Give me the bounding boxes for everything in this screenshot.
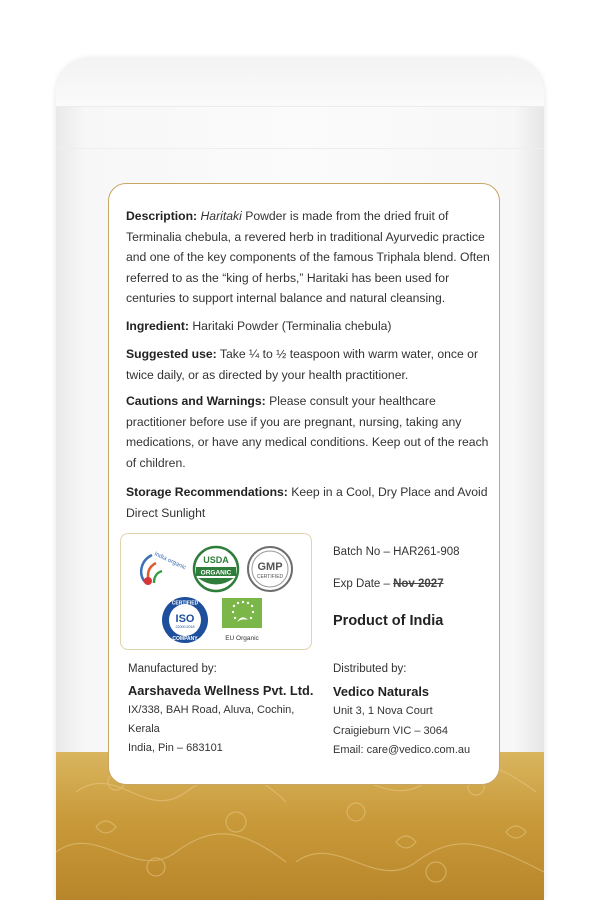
distributor-email: Email: care@vedico.com.au	[333, 744, 471, 756]
iso-mid-text: ISO	[175, 613, 195, 625]
india-organic-text: India organic	[153, 551, 187, 572]
zip-line	[56, 148, 544, 149]
usda-top-text: USDA	[203, 555, 229, 565]
top-seal	[56, 58, 544, 107]
description-text: Powder is made from the dried fruit of Terminalia chebula, a revered herb in traditional Ayurvedic practice and one of the key components of the famous Triphala blend. Often referred to as the “king of herbs,” Haritaki has been used for centuries to support internal balance and natural cleansing.	[126, 209, 490, 306]
expiry-value: Nov 2027	[393, 578, 444, 590]
cautions-paragraph	[126, 391, 496, 473]
distributor-heading: Distributed by:	[333, 663, 407, 675]
usda-bottom-text: ORGANIC	[200, 569, 232, 577]
storage-text: Keep in a Cool, Dry Place and Avoid Direct Sunlight	[126, 485, 488, 520]
ingredient-text: Haritaki Powder (Terminalia chebula)	[188, 319, 392, 333]
batch-number: Batch No – HAR261-908	[333, 546, 460, 558]
cautions-label: Cautions and Warnings:	[126, 394, 266, 408]
suggested-use-label: Suggested use:	[126, 347, 217, 361]
manufacturer-name: Aarshaveda Wellness Pvt. Ltd.	[128, 683, 314, 698]
description-italic: Haritaki	[200, 209, 242, 223]
storage-paragraph	[126, 482, 496, 523]
iso-certified-logo	[160, 595, 210, 645]
cautions-text: Please consult your healthcare practitioner before use if you are pregnant, nursing, taking any medications, or have any medical conditions. Keep out of the reach of children.	[126, 394, 489, 470]
distributor-block	[333, 660, 513, 761]
distributor-address-line2: Craigieburn VIC – 3064	[333, 724, 448, 737]
iso-top-text: CERTIFIED	[171, 600, 199, 607]
gmp-top-text: GMP	[257, 561, 283, 573]
storage-label: Storage Recommendations:	[126, 485, 288, 499]
usda-organic-logo	[192, 545, 240, 593]
gmp-certified-logo	[246, 545, 294, 593]
description-label: Description:	[126, 209, 198, 223]
expiry-label: Exp Date –	[333, 578, 394, 590]
manufacturer-heading: Manufactured by:	[128, 663, 217, 675]
manufacturer-block	[128, 660, 328, 758]
india-organic-logo	[132, 545, 188, 591]
expiry-date	[333, 578, 444, 590]
manufacturer-address-line2: India, Pin – 683101	[128, 742, 223, 754]
distributor-name: Vedico Naturals	[333, 683, 430, 699]
ingredient-paragraph	[126, 316, 496, 337]
suggested-use-paragraph	[126, 344, 496, 385]
distributor-address-line1: Unit 3, 1 Nova Court	[333, 705, 433, 717]
gmp-bottom-text: CERTIFIED	[256, 574, 284, 580]
suggested-use-text: Take ¼ to ½ teaspoon with warm water, once or twice daily, or as directed by your health practitioner.	[126, 347, 479, 382]
iso-bottom-text: COMPANY	[172, 636, 198, 642]
eu-label-text: EU Organic	[225, 635, 259, 642]
description-paragraph	[126, 206, 496, 309]
iso-num-text: 22000:2018	[175, 625, 195, 629]
eu-organic-logo	[220, 598, 264, 646]
product-of-india: Product of India	[333, 613, 444, 629]
ingredient-label: Ingredient:	[126, 319, 189, 333]
manufacturer-address-line1: IX/338, BAH Road, Aluva, Cochin, Kerala	[128, 704, 295, 735]
